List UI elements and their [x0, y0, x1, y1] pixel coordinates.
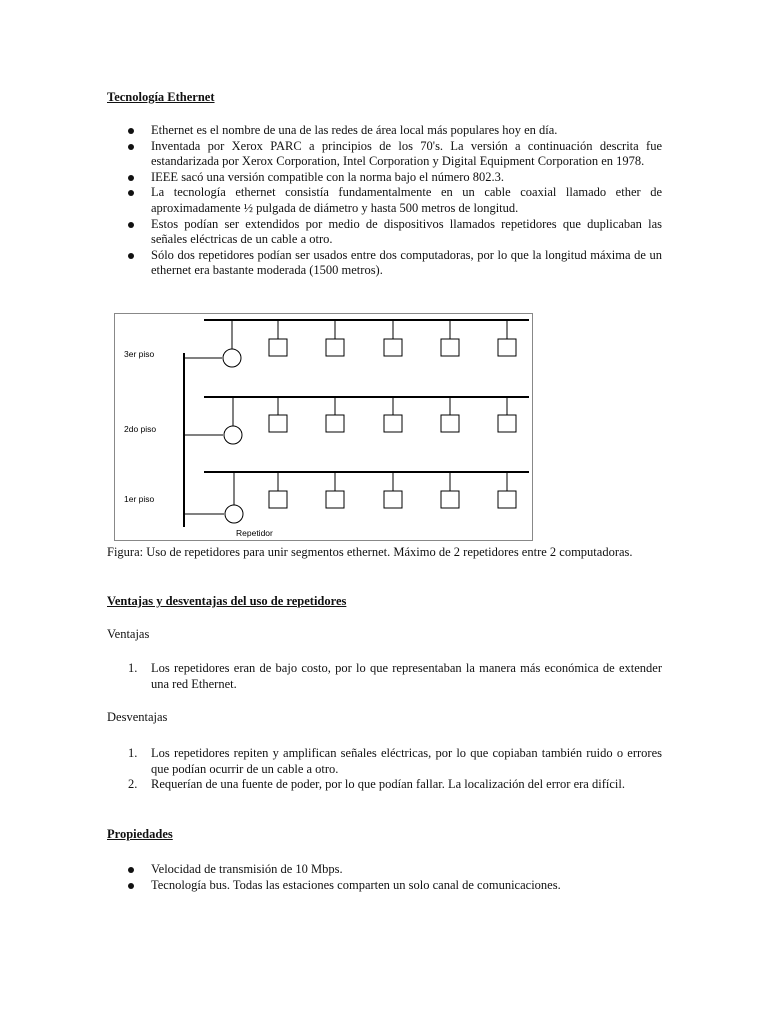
bullet-icon — [128, 883, 134, 889]
computer-icon — [384, 415, 402, 432]
list-item: Tecnología bus. Todas las estaciones comparten un solo canal de comunicaciones. — [107, 878, 662, 894]
bullet-icon — [128, 222, 134, 228]
repeater-icon — [224, 426, 242, 444]
repeater-label: Repetidor — [236, 528, 273, 538]
bullet-icon — [128, 128, 134, 134]
computer-icon — [441, 491, 459, 508]
repeater-network-figure — [114, 313, 533, 541]
ethernet-bullet-list — [107, 123, 662, 279]
computer-icon — [498, 491, 516, 508]
ventajas-list — [107, 661, 662, 692]
list-item: Ethernet es el nombre de una de las redes de área local más populares hoy en día. — [107, 123, 662, 139]
list-item: Inventada por Xerox PARC a principios de los 70's. La versión a continuación descrita fue estandarizada por Xerox Corporation, Intel Corporation y Digital Equipment Corporation en 1978. — [107, 139, 662, 170]
computer-icon — [326, 339, 344, 356]
list-item: Sólo dos repetidores podían ser usados entre dos computadoras, por lo que la longitud máxima de un ethernet era bastante moderada (1500 metros). — [107, 248, 662, 279]
computer-icon — [384, 491, 402, 508]
computer-icon — [384, 339, 402, 356]
floor-label-2: 2do piso — [124, 424, 157, 434]
list-item: Velocidad de transmisión de 10 Mbps. — [107, 862, 662, 878]
section-heading-properties: Propiedades — [107, 827, 173, 841]
computer-icon — [269, 339, 287, 356]
list-item: La tecnología ethernet consistía fundamentalmente en un cable coaxial llamado ether de aproximadamente ½ pulgada de diámetro y hasta 500 metros de longitud. — [107, 185, 662, 216]
computer-icon — [441, 415, 459, 432]
section-heading-ethernet: Tecnología Ethernet — [107, 90, 215, 104]
list-item: IEEE sacó una versión compatible con la norma bajo el número 802.3. — [107, 170, 662, 186]
bullet-icon — [128, 175, 134, 181]
repeater-icon — [223, 349, 241, 367]
computer-icon — [326, 491, 344, 508]
network-diagram — [114, 313, 533, 541]
bullet-icon — [128, 253, 134, 259]
computer-icon — [269, 415, 287, 432]
bullet-icon — [128, 190, 134, 196]
ventajas-label: Ventajas — [107, 627, 150, 641]
figure-border — [115, 314, 533, 541]
computer-icon — [441, 339, 459, 356]
list-item: 1. Los repetidores eran de bajo costo, por lo que representaban la manera más económica de extender una red Ethernet. — [128, 661, 662, 691]
list-item: 2. Requerían de una fuente de poder, por lo que podían fallar. La localización del error era difícil. — [128, 777, 625, 792]
figure-caption: Figura: Uso de repetidores para unir segmentos ethernet. Máximo de 2 repetidores entre 2 computadoras. — [107, 545, 633, 559]
computer-icon — [498, 339, 516, 356]
properties-bullet-list — [107, 862, 662, 893]
list-item: Estos podían ser extendidos por medio de dispositivos llamados repetidores que duplicaban las señales eléctricas de un cable a otro. — [107, 217, 662, 248]
floor-label-3: 3er piso — [124, 349, 155, 359]
desventajas-label: Desventajas — [107, 710, 168, 724]
desventajas-list — [107, 746, 662, 793]
repeater-icon — [225, 505, 243, 523]
floor-label-1: 1er piso — [124, 494, 155, 504]
bullet-icon — [128, 144, 134, 150]
bullet-icon — [128, 867, 134, 873]
computer-icon — [269, 491, 287, 508]
section-heading-repeaters: Ventajas y desventajas del uso de repetidores — [107, 594, 347, 608]
list-item: 1. Los repetidores repiten y amplifican señales eléctricas, por lo que copiaban también ruido o errores que podían ocurrir de un cable a otro. — [128, 746, 662, 776]
computer-icon — [498, 415, 516, 432]
computer-icon — [326, 415, 344, 432]
